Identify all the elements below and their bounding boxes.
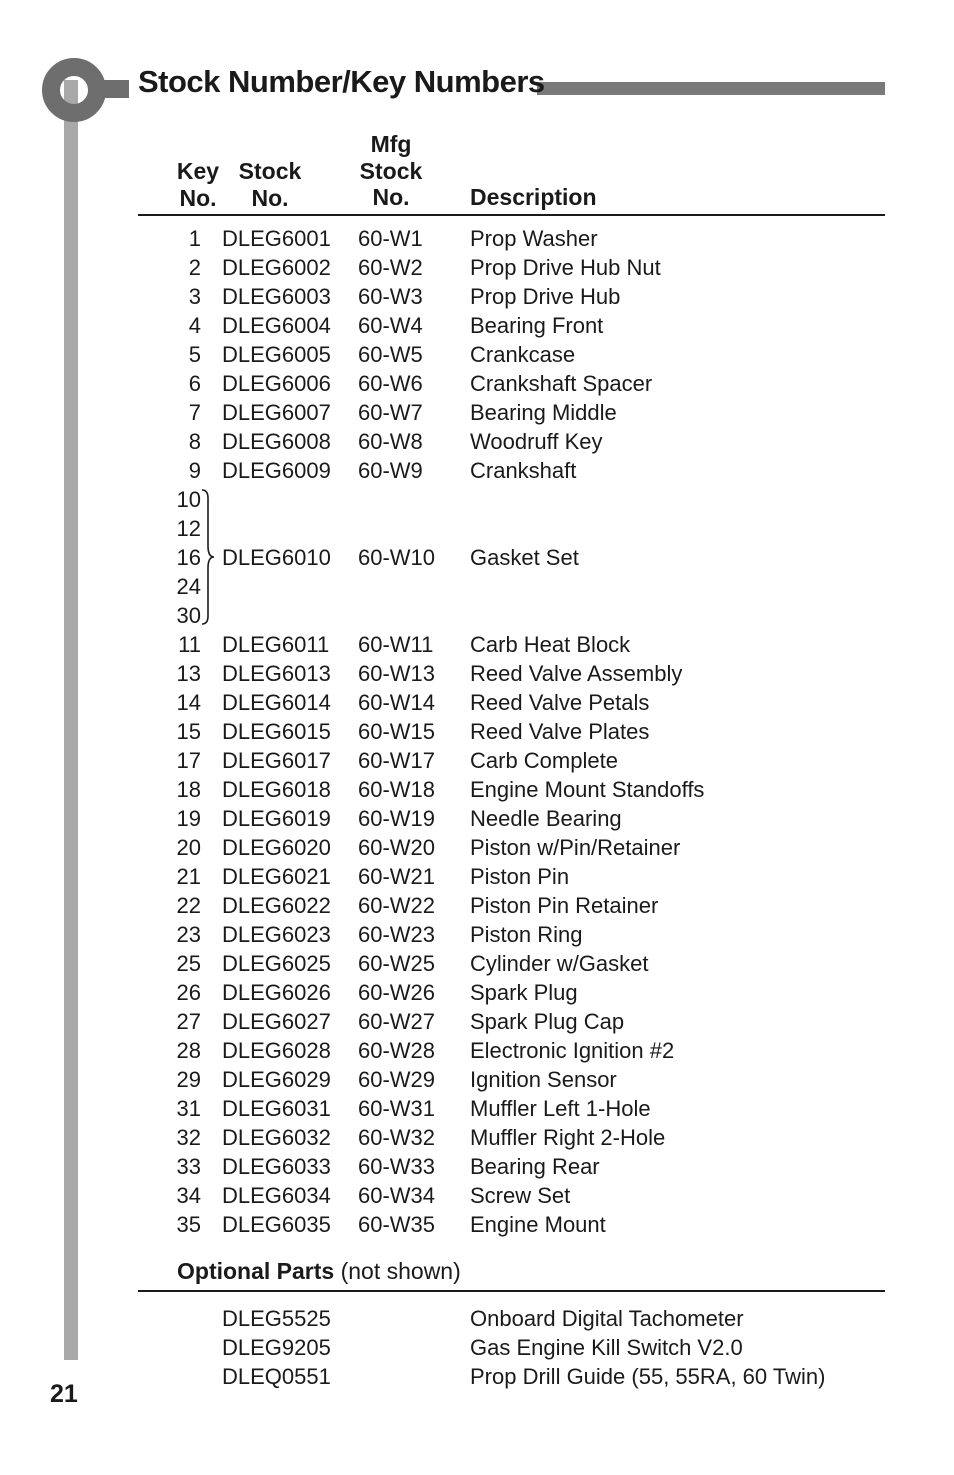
- cell-key: 23: [176, 922, 201, 947]
- cell-mfg: 60-W21: [358, 864, 436, 889]
- cell-key: 17: [176, 748, 201, 773]
- table-row: [0, 369, 954, 398]
- cell-mfg: 60-W2: [358, 255, 423, 280]
- cell-desc: Screw Set: [470, 1183, 571, 1208]
- table-row: [0, 427, 954, 456]
- cell-mfg: 60-W17: [358, 748, 436, 773]
- cell-stock: DLEG6015: [222, 719, 331, 744]
- table-row: [0, 311, 954, 340]
- page-title: Stock Number/Key Numbers: [138, 64, 545, 99]
- cell-stock: DLEG5525: [222, 1306, 331, 1331]
- table-row: [0, 1036, 954, 1065]
- header-stock-line1: Stock: [238, 158, 302, 184]
- table-row: [0, 224, 954, 253]
- cell-mfg: 60-W27: [358, 1009, 436, 1034]
- optional-row: [0, 1333, 954, 1362]
- cell-desc: Needle Bearing: [470, 806, 622, 831]
- cell-stock: DLEG6021: [222, 864, 331, 889]
- cell-mfg: 60-W31: [358, 1096, 436, 1121]
- table-row: [0, 282, 954, 311]
- cell-key: 34: [176, 1183, 201, 1208]
- cell-desc: Muffler Right 2-Hole: [470, 1125, 666, 1150]
- cell-mfg: 60-W32: [358, 1125, 436, 1150]
- header-key-line2: No.: [179, 184, 217, 211]
- table-row: [0, 804, 954, 833]
- cell-desc: Ignition Sensor: [470, 1067, 617, 1092]
- cell-mfg: 60-W33: [358, 1154, 436, 1179]
- cell-stock: DLEG6034: [222, 1183, 331, 1208]
- cell-desc: Bearing Front: [470, 313, 604, 338]
- cell-stock: DLEG6017: [222, 748, 331, 773]
- header-description: Description: [470, 184, 597, 210]
- cell-desc: Bearing Middle: [470, 400, 617, 425]
- cell-stock: DLEG6007: [222, 400, 331, 425]
- cell-stock: DLEG6028: [222, 1038, 331, 1063]
- cell-desc: Prop Washer: [470, 226, 598, 251]
- cell-stock: DLEG6033: [222, 1154, 331, 1179]
- optional-row: [0, 1304, 954, 1333]
- cell-key: 15: [176, 719, 201, 744]
- table-row: [0, 717, 954, 746]
- page-number: 21: [50, 1380, 78, 1408]
- cell-desc: Onboard Digital Tachometer: [470, 1306, 744, 1331]
- cell-key: 16: [176, 545, 201, 570]
- cell-key: 28: [176, 1038, 201, 1063]
- cell-stock: DLEG9205: [222, 1335, 331, 1360]
- cell-key: 12: [176, 516, 201, 541]
- table-row: [0, 253, 954, 282]
- cell-mfg: 60-W34: [358, 1183, 436, 1208]
- cell-key: 8: [188, 429, 201, 454]
- cell-desc: Carb Complete: [470, 748, 618, 773]
- cell-key: 13: [176, 661, 201, 686]
- cell-desc: Prop Drill Guide (55, 55RA, 60 Twin): [470, 1364, 826, 1389]
- cell-mfg: 60-W11: [358, 632, 434, 657]
- cell-key: 24: [176, 574, 201, 599]
- cell-stock: DLEG6006: [222, 371, 331, 396]
- cell-stock: DLEG6026: [222, 980, 331, 1005]
- cell-desc: Gasket Set: [470, 545, 579, 570]
- cell-stock: DLEG6003: [222, 284, 331, 309]
- cell-key: 11: [178, 632, 201, 657]
- table-row: [0, 746, 954, 775]
- cell-desc: Carb Heat Block: [470, 632, 631, 657]
- cell-mfg: 60-W23: [358, 922, 436, 947]
- cell-stock: DLEG6019: [222, 806, 331, 831]
- header-key-no: [170, 158, 226, 211]
- cell-mfg: 60-W13: [358, 661, 436, 686]
- cell-desc: Prop Drive Hub: [470, 284, 621, 309]
- cell-stock: DLEG6005: [222, 342, 331, 367]
- cell-mfg: 60-W10: [358, 545, 436, 570]
- cell-desc: Crankcase: [470, 342, 576, 367]
- cell-mfg: 60-W26: [358, 980, 436, 1005]
- cell-mfg: 60-W8: [358, 429, 423, 454]
- cell-desc: Gas Engine Kill Switch V2.0: [470, 1335, 743, 1360]
- cell-mfg: 60-W20: [358, 835, 436, 860]
- ring-decoration: [42, 58, 106, 122]
- header-stock-no: [228, 158, 312, 211]
- table-row: [0, 688, 954, 717]
- cell-mfg: 60-W4: [358, 313, 423, 338]
- table-row: [0, 340, 954, 369]
- cell-stock: DLEG6018: [222, 777, 331, 802]
- cell-mfg: 60-W3: [358, 284, 423, 309]
- cell-key: 35: [176, 1212, 201, 1237]
- cell-desc: Engine Mount Standoffs: [470, 777, 705, 802]
- gasket-brace-icon: [200, 488, 222, 626]
- table-row: [0, 1065, 954, 1094]
- cell-desc: Crankshaft: [470, 458, 577, 483]
- cell-stock: DLEG6014: [222, 690, 331, 715]
- cell-key: 26: [176, 980, 201, 1005]
- cell-stock: DLEG6001: [222, 226, 331, 251]
- cell-key: 29: [176, 1067, 201, 1092]
- table-row: [0, 833, 954, 862]
- cell-key: 14: [176, 690, 201, 715]
- cell-mfg: 60-W19: [358, 806, 436, 831]
- cell-key: 20: [176, 835, 201, 860]
- cell-mfg: 60-W22: [358, 893, 436, 918]
- table-row-gasket-set: [0, 543, 954, 572]
- cell-key: 30: [176, 603, 201, 628]
- cell-desc: Crankshaft Spacer: [470, 371, 653, 396]
- cell-key: 32: [176, 1125, 201, 1150]
- cell-stock: DLEG6004: [222, 313, 331, 338]
- cell-stock: DLEG6029: [222, 1067, 331, 1092]
- table-row: [0, 1181, 954, 1210]
- header-mfg-line3: No.: [372, 184, 410, 210]
- table-row: [0, 1094, 954, 1123]
- cell-desc: Bearing Rear: [470, 1154, 600, 1179]
- optional-parts-title-rest: (not shown): [334, 1258, 461, 1284]
- table-row: [0, 920, 954, 949]
- table-row: [0, 775, 954, 804]
- title-rule-decoration: [537, 82, 885, 95]
- cell-desc: Piston Pin Retainer: [470, 893, 659, 918]
- cell-stock: DLEG6013: [222, 661, 331, 686]
- cell-mfg: 60-W1: [358, 226, 423, 251]
- cell-desc: Reed Valve Plates: [470, 719, 650, 744]
- cell-key: 9: [188, 458, 201, 483]
- cell-mfg: 60-W7: [358, 400, 423, 425]
- optional-row: [0, 1362, 954, 1391]
- cell-key: 33: [176, 1154, 201, 1179]
- ring-connector-decoration: [100, 80, 129, 98]
- cell-mfg: 60-W25: [358, 951, 436, 976]
- table-row: [0, 1007, 954, 1036]
- cell-stock: DLEG6035: [222, 1212, 331, 1237]
- header-rule: [138, 214, 885, 216]
- cell-key: 19: [176, 806, 201, 831]
- table-row: [0, 456, 954, 485]
- cell-key: 5: [188, 342, 201, 367]
- cell-mfg: 60-W9: [358, 458, 423, 483]
- header-mfg-stock-no: [350, 131, 432, 211]
- cell-mfg: 60-W6: [358, 371, 423, 396]
- header-key-line1: Key: [176, 158, 220, 184]
- header-mfg-line2: Stock: [359, 157, 423, 184]
- table-row: [0, 1210, 954, 1239]
- header-stock-line2: No.: [251, 184, 289, 211]
- cell-stock: DLEG6008: [222, 429, 331, 454]
- table-row: [0, 630, 954, 659]
- cell-desc: Reed Valve Assembly: [470, 661, 683, 686]
- optional-parts-title: [177, 1258, 461, 1285]
- cell-desc: Electronic Ignition #2: [470, 1038, 675, 1063]
- table-row: [0, 862, 954, 891]
- cell-stock: DLEG6022: [222, 893, 331, 918]
- cell-key: 7: [188, 400, 201, 425]
- cell-key: 25: [176, 951, 201, 976]
- cell-stock: DLEG6025: [222, 951, 331, 976]
- table-row: [0, 398, 954, 427]
- cell-key: 22: [176, 893, 201, 918]
- cell-mfg: 60-W18: [358, 777, 436, 802]
- cell-desc: Piston Pin: [470, 864, 570, 889]
- table-row: [0, 891, 954, 920]
- cell-mfg: 60-W15: [358, 719, 436, 744]
- cell-key: 1: [188, 226, 201, 251]
- cell-key: 4: [188, 313, 201, 338]
- cell-key: 3: [188, 284, 201, 309]
- cell-stock: DLEG6020: [222, 835, 331, 860]
- cell-key: 6: [188, 371, 201, 396]
- cell-key: 18: [176, 777, 201, 802]
- table-row: [0, 659, 954, 688]
- table-row: [0, 1152, 954, 1181]
- table-row: [0, 978, 954, 1007]
- cell-mfg: 60-W28: [358, 1038, 436, 1063]
- cell-stock: DLEG6027: [222, 1009, 331, 1034]
- cell-desc: Muffler Left 1-Hole: [470, 1096, 651, 1121]
- optional-rule: [138, 1290, 885, 1292]
- cell-desc: Spark Plug: [470, 980, 578, 1005]
- cell-desc: Piston w/Pin/Retainer: [470, 835, 681, 860]
- cell-key: 27: [176, 1009, 201, 1034]
- header-mfg-line1: Mfg: [370, 131, 412, 157]
- cell-desc: Woodruff Key: [470, 429, 603, 454]
- cell-stock: DLEG6023: [222, 922, 331, 947]
- cell-mfg: 60-W35: [358, 1212, 436, 1237]
- cell-key: 2: [188, 255, 201, 280]
- cell-stock: DLEG6031: [222, 1096, 331, 1121]
- cell-stock: DLEG6009: [222, 458, 331, 483]
- cell-stock: DLEG6002: [222, 255, 331, 280]
- cell-desc: Cylinder w/Gasket: [470, 951, 649, 976]
- cell-desc: Reed Valve Petals: [470, 690, 650, 715]
- cell-desc: Spark Plug Cap: [470, 1009, 625, 1034]
- optional-parts-title-bold: Optional Parts: [177, 1258, 335, 1284]
- cell-mfg: 60-W5: [358, 342, 423, 367]
- cell-key: 21: [176, 864, 201, 889]
- cell-mfg: 60-W29: [358, 1067, 436, 1092]
- cell-stock: DLEG6011: [222, 632, 330, 657]
- cell-mfg: 60-W14: [358, 690, 436, 715]
- table-row: [0, 949, 954, 978]
- cell-stock: DLEQ0551: [222, 1364, 331, 1389]
- cell-stock: DLEG6010: [222, 545, 331, 570]
- cell-stock: DLEG6032: [222, 1125, 331, 1150]
- cell-key: 10: [176, 487, 201, 512]
- cell-desc: Piston Ring: [470, 922, 583, 947]
- cell-desc: Prop Drive Hub Nut: [470, 255, 661, 280]
- cell-key: 31: [176, 1096, 201, 1121]
- cell-desc: Engine Mount: [470, 1212, 606, 1237]
- table-row: [0, 1123, 954, 1152]
